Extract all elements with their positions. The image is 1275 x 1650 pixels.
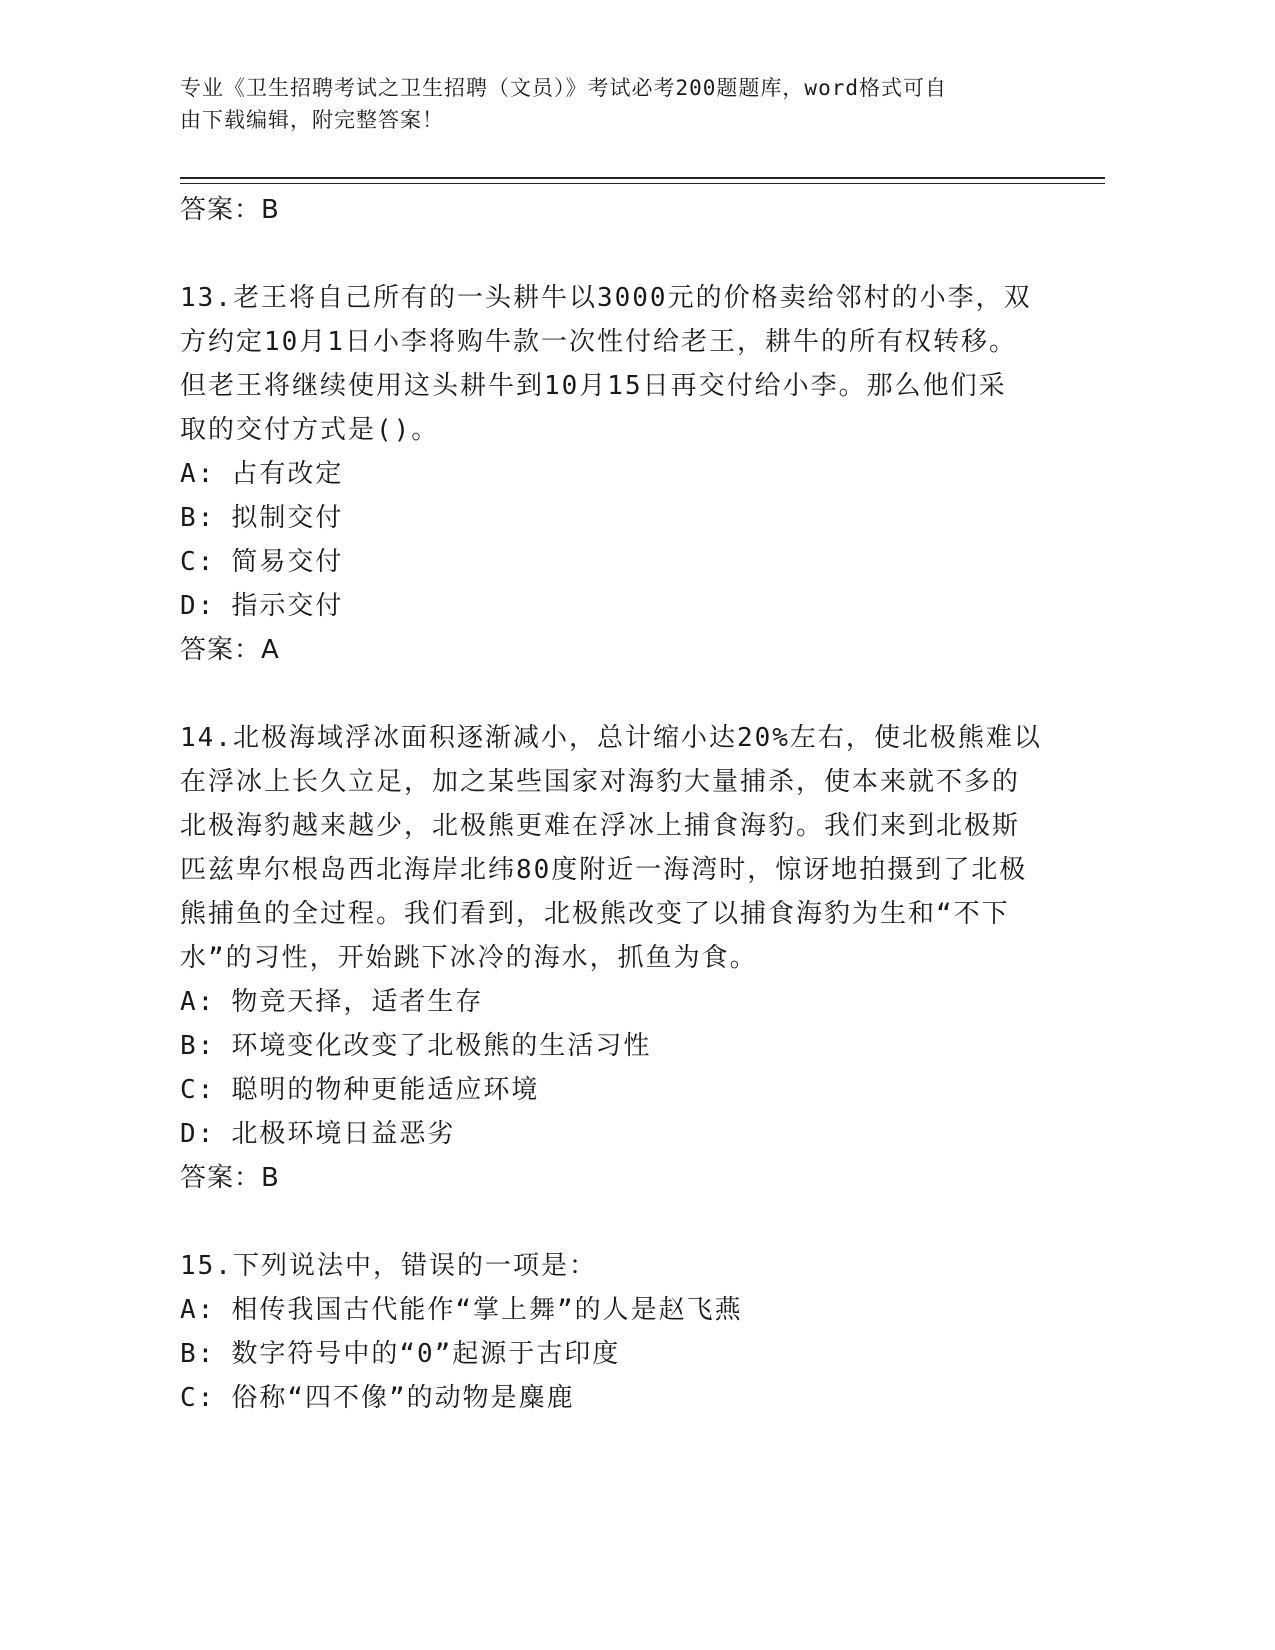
option-key: A: <box>180 459 216 489</box>
option-d <box>180 1112 1060 1156</box>
option-d <box>180 584 1060 628</box>
option-text: 拟制交付 <box>231 503 344 533</box>
question-stem-line: 匹兹卑尔根岛西北海岸北纬80度附近一海湾时，惊讶地拍摄到了北极 <box>180 855 1028 885</box>
option-a <box>180 1288 1060 1332</box>
option-key: B: <box>180 1339 216 1369</box>
answer-label: 答案：B <box>180 1163 280 1193</box>
question-stem-line: 方约定10月1日小李将购牛款一次性付给老王，耕牛的所有权转移。 <box>180 327 1017 357</box>
option-a <box>180 452 1060 496</box>
question-stem-line: 熊捕鱼的全过程。我们看到，北极熊改变了以捕食海豹为生和“不下 <box>180 899 1010 929</box>
option-key: B: <box>180 503 216 533</box>
option-key: A: <box>180 987 216 1017</box>
option-key: D: <box>180 1119 216 1149</box>
question-13 <box>180 276 1060 672</box>
option-a <box>180 980 1060 1024</box>
option-key: C: <box>180 547 216 577</box>
question-stem-line: 水”的习性，开始跳下冰冷的海水，抓鱼为食。 <box>180 943 758 973</box>
question-15 <box>180 1244 1060 1420</box>
option-c <box>180 1376 1060 1420</box>
answer-label: 答案：B <box>180 195 280 225</box>
question-stem-line: 14.北极海域浮冰面积逐渐减小，总计缩小达20%左右，使北极熊难以 <box>180 723 1042 753</box>
page-header <box>180 72 1060 136</box>
question-14 <box>180 716 1060 1200</box>
option-c <box>180 540 1060 584</box>
option-key: B: <box>180 1031 216 1061</box>
question-stem-line: 取的交付方式是()。 <box>180 415 440 445</box>
option-b <box>180 1332 1060 1376</box>
question-stem-line: 15.下列说法中，错误的一项是： <box>180 1251 597 1281</box>
option-text: 简易交付 <box>231 547 344 577</box>
question-stem-line: 北极海豹越来越少，北极熊更难在浮冰上捕食海豹。我们来到北极斯 <box>180 811 1021 841</box>
option-text: 数字符号中的“0”起源于古印度 <box>231 1339 621 1369</box>
option-key: C: <box>180 1383 216 1413</box>
option-text: 北极环境日益恶劣 <box>231 1119 456 1149</box>
option-text: 相传我国古代能作“掌上舞”的人是赵飞燕 <box>231 1295 743 1325</box>
option-b <box>180 496 1060 540</box>
header-line-1: 专业《卫生招聘考试之卫生招聘（文员）》考试必考200题题库，word格式可自 <box>180 76 947 100</box>
option-c <box>180 1068 1060 1112</box>
option-key: D: <box>180 591 216 621</box>
option-text: 环境变化改变了北极熊的生活习性 <box>231 1031 652 1061</box>
header-rule <box>180 177 1105 184</box>
option-key: A: <box>180 1295 216 1325</box>
option-text: 聪明的物种更能适应环境 <box>231 1075 540 1105</box>
option-text: 指示交付 <box>231 591 344 621</box>
document-body <box>180 188 1060 1420</box>
option-text: 物竞天择，适者生存 <box>231 987 484 1017</box>
option-key: C: <box>180 1075 216 1105</box>
option-text: 俗称“四不像”的动物是麋鹿 <box>231 1383 575 1413</box>
question-stem-line: 在浮冰上长久立足，加之某些国家对海豹大量捕杀，使本来就不多的 <box>180 767 1021 797</box>
answer-label: 答案：A <box>180 635 280 665</box>
question-stem-line: 但老王将继续使用这头耕牛到10月15日再交付给小李。那么他们采 <box>180 371 1007 401</box>
option-b <box>180 1024 1060 1068</box>
header-line-2: 由下载编辑，附完整答案！ <box>180 108 444 132</box>
option-text: 占有改定 <box>231 459 344 489</box>
question-stem-line: 13.老王将自己所有的一头耕牛以3000元的价格卖给邻村的小李，双 <box>180 283 1032 313</box>
